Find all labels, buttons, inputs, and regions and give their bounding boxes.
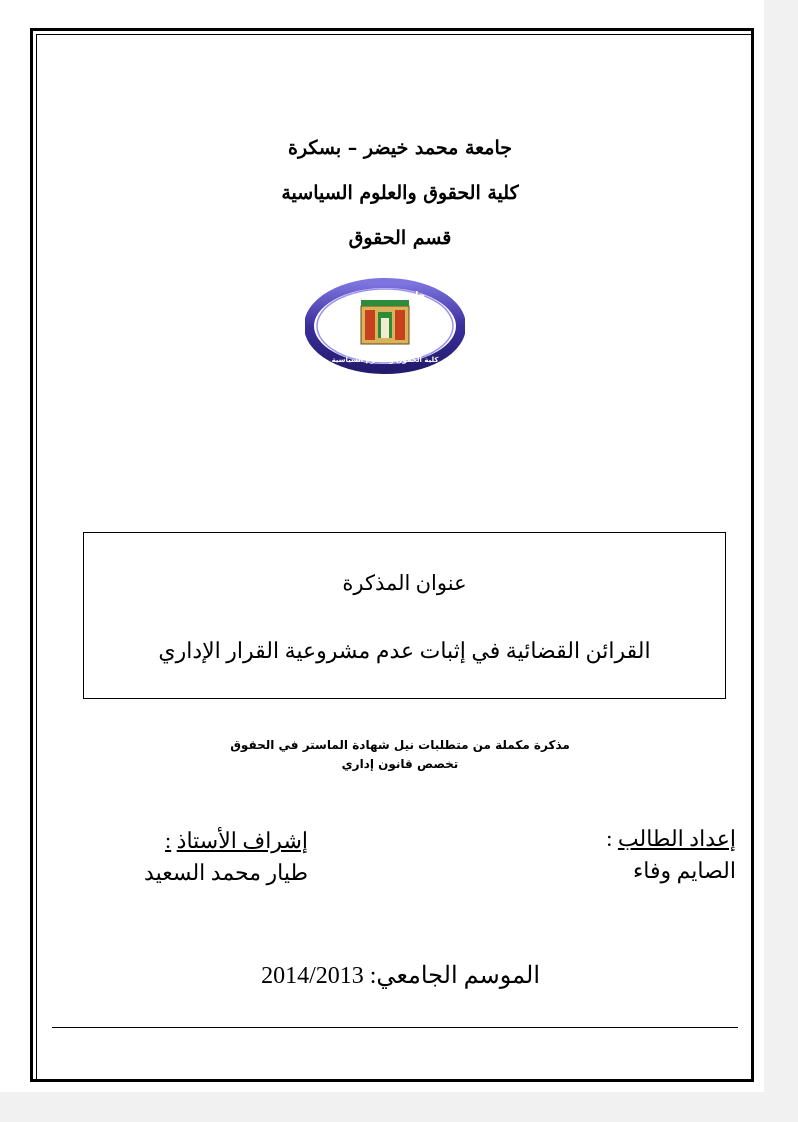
department-name: قسم الحقوق bbox=[348, 227, 452, 249]
faculty-name: كلية الحقوق والعلوم السياسية bbox=[281, 182, 519, 204]
page-shadow-bottom bbox=[0, 1092, 798, 1122]
thesis-title: القرائن القضائية في إثبات عدم مشروعية القرار الإداري bbox=[158, 638, 651, 663]
specialization: تخصص قانون إداري bbox=[341, 757, 459, 771]
bottom-rule bbox=[52, 1027, 738, 1028]
logo-text-bottom: كلية الحقوق و العلوم السياسية bbox=[331, 356, 439, 364]
logo-emblem bbox=[361, 300, 409, 344]
supervisor-name: طيار محمد السعيد bbox=[144, 860, 308, 885]
thesis-label: عنوان المذكرة bbox=[342, 571, 467, 595]
student-name: الصايم وفاء bbox=[632, 858, 736, 883]
university-name: جامعة محمد خيضر – بسكرة bbox=[287, 137, 513, 159]
page-shadow-right bbox=[764, 0, 798, 1122]
thesis-title-box bbox=[83, 532, 726, 699]
logo-text-top: جامعة محمد خيضر bbox=[344, 291, 426, 301]
student-label: إعداد الطالب : bbox=[606, 826, 736, 851]
academic-season: الموسم الجامعي: 2014/2013 bbox=[261, 963, 540, 989]
university-logo bbox=[305, 278, 465, 374]
degree-note: مذكرة مكملة من متطلبات نيل شهادة الماستر في الحقوق bbox=[230, 738, 570, 752]
supervisor-label: إشراف الأستاذ : bbox=[165, 828, 308, 853]
